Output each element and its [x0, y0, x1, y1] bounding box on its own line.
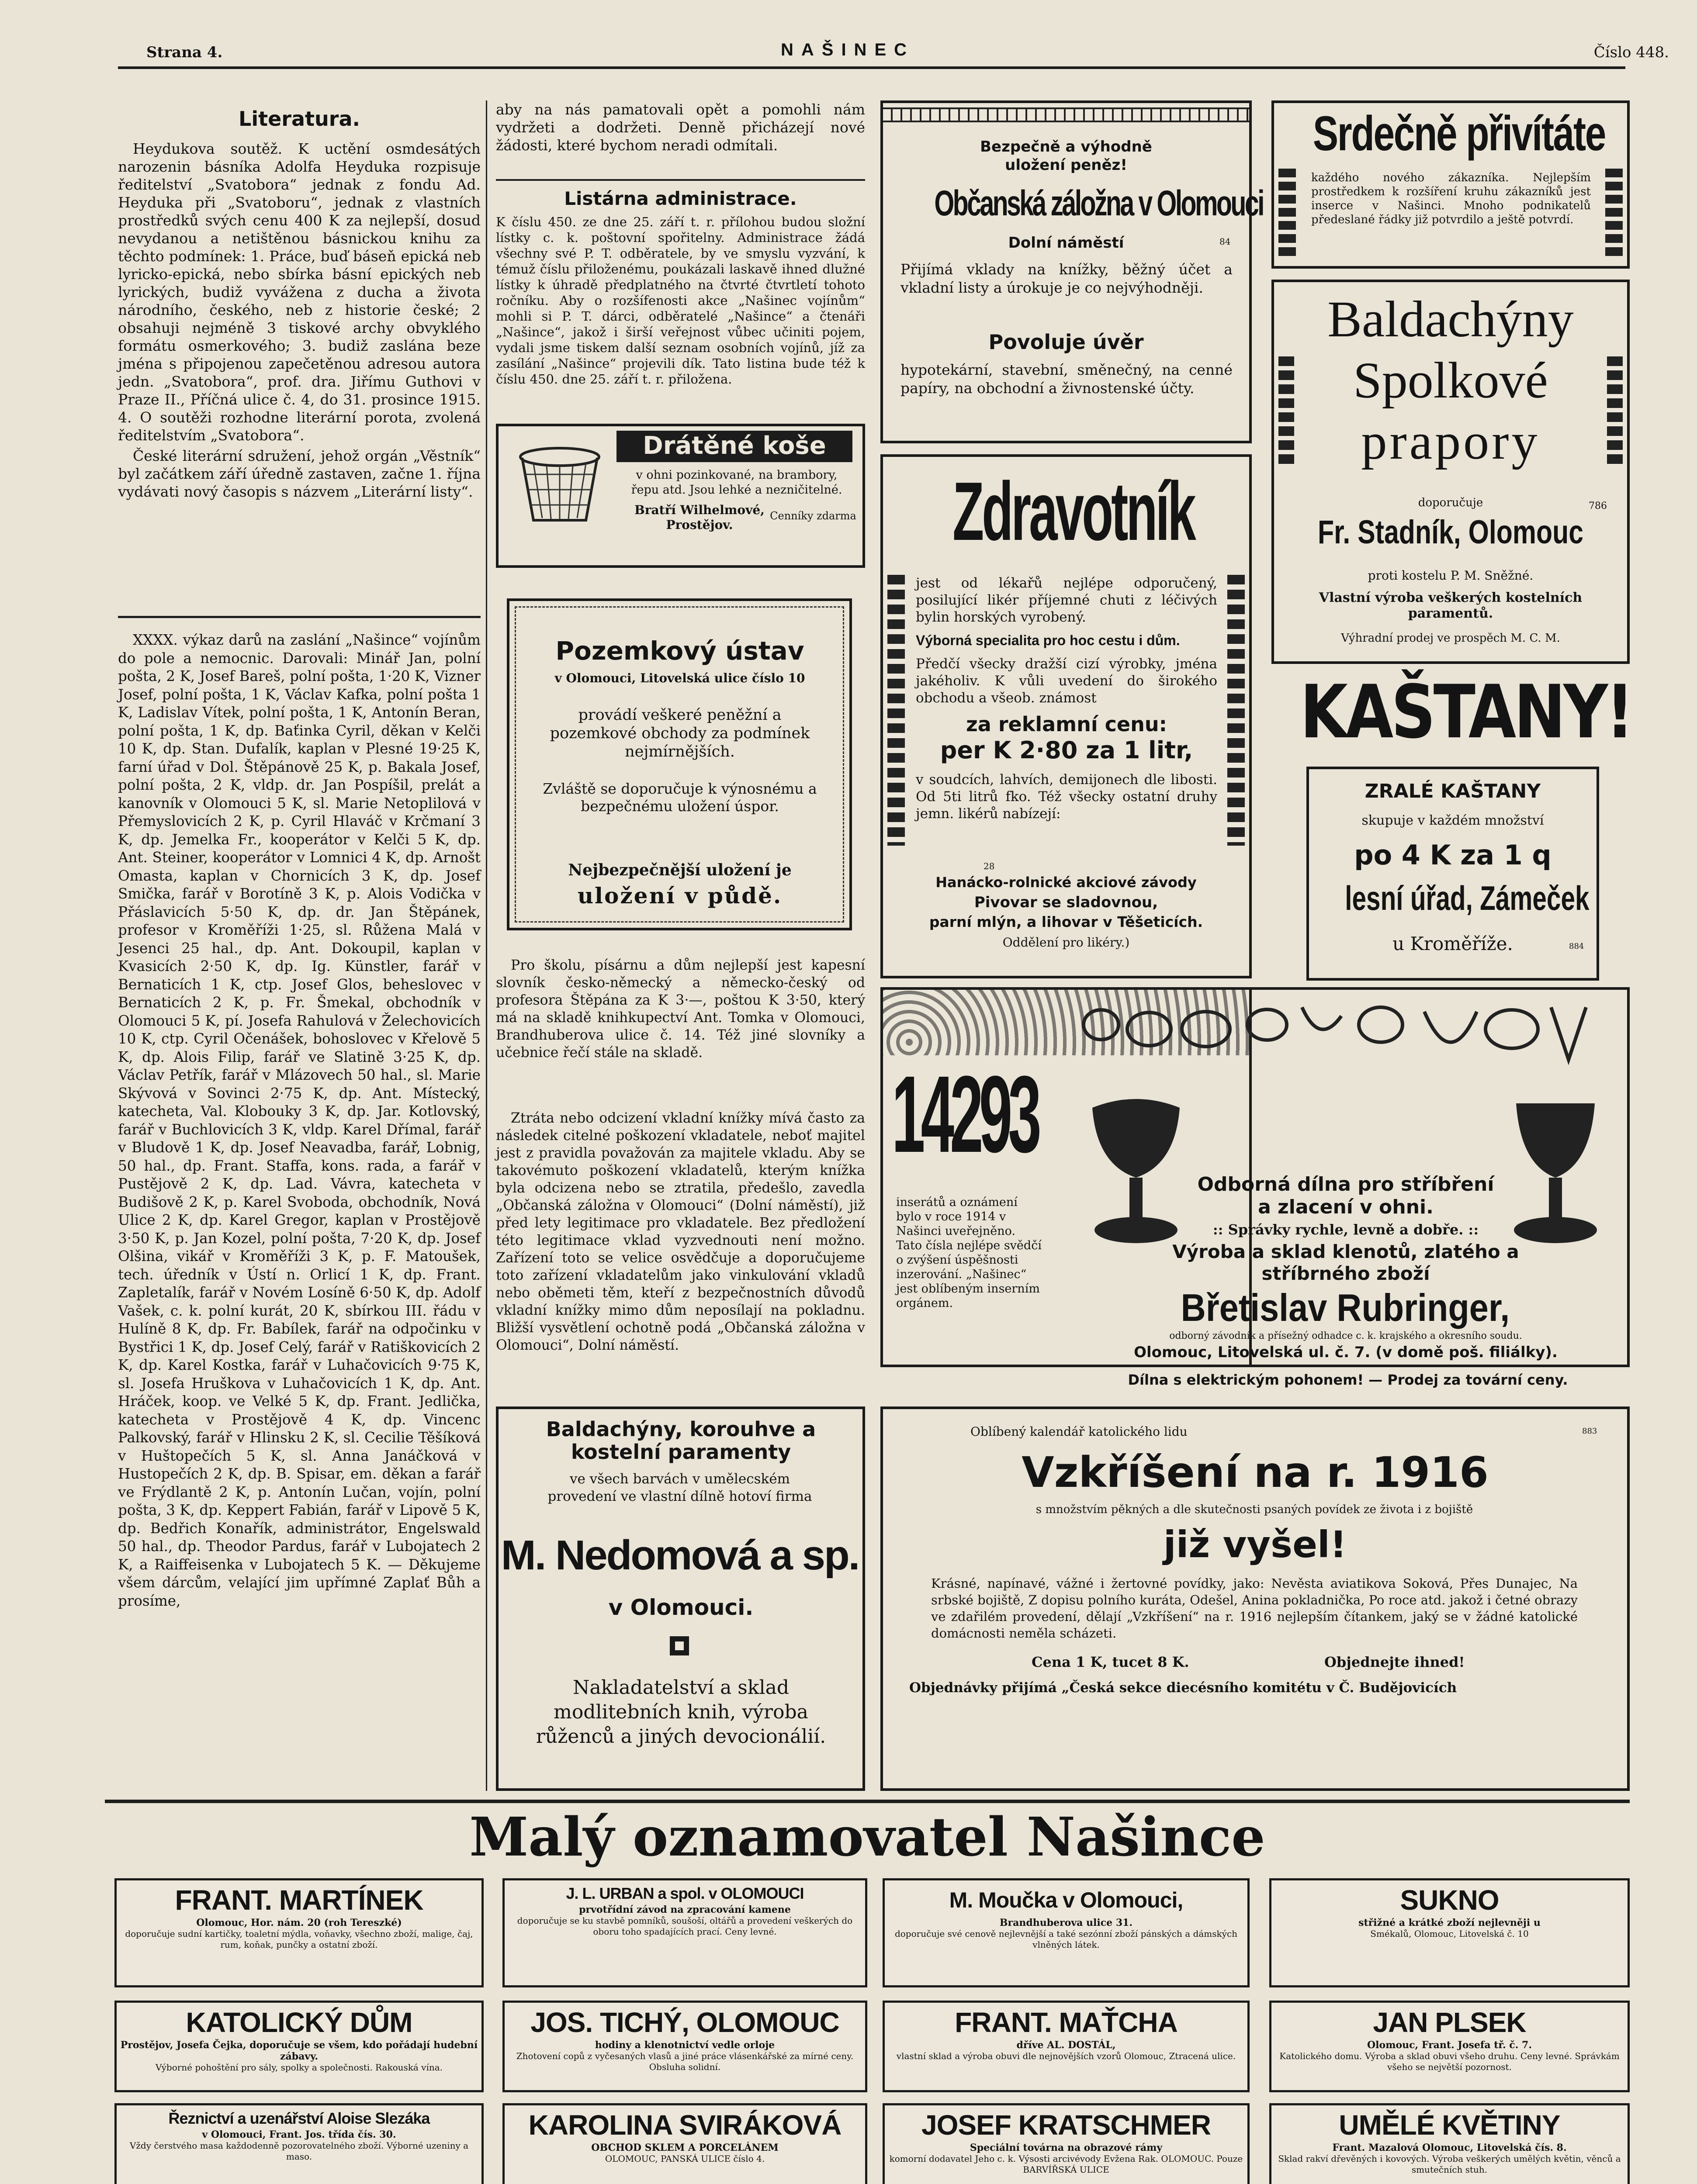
chalice-icon — [1499, 1090, 1612, 1256]
kastany-price: po 4 K za 1 q — [1354, 839, 1552, 871]
stadnik-foot-1: Vlastní výroba veškerých kostelních paramentů. — [1319, 590, 1583, 621]
dary-body: XXXX. výkaz darů na zaslání „Našince“ vojínům do pole a nemocnic. Darovali: Minář Jan, polní pošta, 2 K, Josef Bareš, polní pošta, 1·20 K, Vizner Josef, polní pošta, 1 K, Václav Kafka, polní pošta 1 K, Ladislav Vítek, polní pošta, 1 K, Antonín Beran, polní pošta, 1 K, dp. Baťinka Cyril, děkan v Kelči 10 K, dp. Stan. Dufalík, kaplan v Plesné 19·25 K, farní úřad v Dol. Štěpánově 25 K, p. Bakala Josef, polní pošta, 2 K, vldp. dr. Jan Pospíšil, prelát a kanovník v Olomouci 5 K, sl. Marie Netoplilová v Přemyslovicích 2 K, p. Cyril Hlaváč v Krčmaní 3 K, dp. Jemelka Fr., kooperátor v Kelči 5 K, dp. Ant. Steiner, kooperátor v Lomnici 4 K, dp. Arnošt Omasta, kaplan v Chornicích 3 K, dp. Josef Smička, farář v Borotíně 3 K, p. Alois Vodička v Přáslavicích 5·50 K, dp. dr. Jan Štěpánek, profesor v Kroměříži 1·25, sl. Růžena Malá v Jesenci 25 hal., dp. Ant. Dokoupil, kaplan v Kvasicích 2·50 K, dp. Ig. Künstler, farář v Bernaticích 1 K, ctp. Josef Glos, beheslovec v Bernaticích 2 K, p. Fr. Šmekal, obchodník v Olomouci 5 K, pí. Josefa Rahulová v Želechovicích 10 K, ctp. Cyril Očenášek, bohoslovec v Křelově 5 K, dp. Alois Filip, farář ve Slatině 3·25 K, dp. Václav Petřík, farář v Mlázovech 50 hal., sl. Marie Skývová v Sovinci 2·75 K, dp. Ant. Místecký, katecheta, Val. Klobouky 3 K, dp. Jar. Kotlovský, farář v Buchlovicích 3 K, vldp. Karel Dřímal, farář v Bludově 1 K, dp. Josef Neavadba, farář, Lobnig, 50 hal., dp. Frant. Staffa, kons. rada, a farář v Pustějově 2 K, dp. Lad. Vávra, katecheta v Budišově 2 K, p. Karel Svoboda, obchodník, Nová Ulice 2 K, dp. Karel Gregor, kaplan v Prostějově 3·50 K, p. Jan Kozel, polní pošta, 7·20 K, dp. Josef Olšina, vikář v Kroměříži 3 K, p. F. Matoušek, tech. úředník v Ústí n. Orlicí 1 K, dp. Frant. Zapletalík, farář v Novém Losíně 6·50 K, dp. Adolf Vašek, c. k. polní kurát, 20 K, sbírkou III. řádu v Hulíně 8 K, dp. Fr. Babílek, farář na odpočinku v Bystřici 1 K, dp. Josef Celý, farář v Ratiškovicích 2 K, dp. Karel Kostka, farář v Luhačovicích 9·75 K, sl. Josefa Hruškova v Luhačovicích 1 K, dp. Ant. Hráček, koop. ve Velké 5 K, dp. Frant. Jedlička, katecheta v Prostějově 4 K, dp. Vincenc Palkovský, farář v Hlinsku 2 K, sl. Cecilie Těšíková v Huštopečích 5 K, sl. Anna Janáčková v Hustopečích 2 K, dp. B. Spisar, em. děkan a farář ve Frýdlantě 2 K, p. Antonín Lučan, vojín, polní pošta, 3 K, dp. Keppert Fabián, farář v Lipově 5 K, dp. Bedřich Konařík, administrátor, Engelswald 50 hal., dp. Theodor Pardus, farář v Lubojatech 2 K, a Raiffeisenka v Lubojatech 5 K. — Děkujeme všem dárcům, velající jim upřímné Zaplať Bůh a prosíme, — [118, 632, 481, 1609]
vzkriseni-ad — [880, 1406, 1630, 1791]
maly-ad-title: JOS. TICHÝ, OLOMOUC — [530, 2007, 839, 2038]
maly-ad-subtitle: hodiny a klenotnictví vedle orloje — [595, 2039, 775, 2051]
maly-ad-body: doporučuje své cenově nejlevnější a také sezónní zboží pánských a dámských vlněných látek. — [894, 1928, 1238, 1950]
jewelry-ornament-icon — [1075, 999, 1617, 1077]
zdravotnik-body-2: Předčí všecky dražší cizí výrobky, jména jakéholiv. K vůli uvedení do širokého obchodu a všeob. známost — [916, 656, 1217, 706]
skola-article — [496, 957, 865, 1064]
maly-ad — [1269, 2103, 1630, 2184]
column-divider — [486, 100, 487, 1791]
zdravotnik-ad — [880, 454, 1252, 978]
vzkriseni-body: Krásné, napínavé, vážné i žertovné povídky, jako: Nevěsta aviatikova Soková, Přes Dunajec, Na srbské bojiště, Z dopisu polního kuráta, Odešel, Anina pokladnička, Po roce atd. jakož i četné obrazy ve zdařilém provedení, dělají „Vzkříšení“ na r. 1916 nejlepším čítankem, jaký se v žádné katolické domácnosti neměla scházeti. — [931, 1576, 1578, 1641]
stadnik-foot-2: Výhradní prodej ve prospěch M. C. M. — [1341, 632, 1560, 645]
listarna-body: K číslu 450. ze dne 25. září t. r. přílohou budou složní lístky c. k. poštovní spořitelny. Administrace žádá všechny své P. T. odběratele, by ve smyslu vyzvání, k témuž číslu přiloženému, poukázali laskavě ihned dlužné lístky k úhradě předplatného na čtvrté čtvrtletí tohoto ročníku. Aby o rozšífenosti akce „Našinec vojínům“ mohli si P. T. dárci, odběratelé „Našince“ a čtenáři „Našince“, jakož i širší veřejnost vůbec učiniti pojem, vydali jsme tiskem další seznam osobních vojínů, jíž za zasílání „Našince“ projevili dík. Tato listina bude též k číslu 450. dne 25. září t. r. přiložena. — [496, 214, 865, 387]
maly-ad-title: J. L. URBAN a spol. v OLOMOUCI — [566, 1884, 804, 1902]
zdravotnik-firm-4: Oddělení pro likéry.) — [1002, 935, 1130, 950]
vzkriseni-objednejte: Objednejte ihned! — [1324, 1654, 1465, 1670]
srdecne-ad — [1271, 100, 1630, 269]
nedomova-firm: M. Nedomová a sp. — [501, 1532, 859, 1579]
rubringer-line-2: :: Správky rychle, levně a dobře. :: — [1212, 1221, 1479, 1238]
stadnik-line-2: Spolkové — [1353, 352, 1548, 409]
pozemkovy-address: v Olomouci, Litovelská ulice číslo 10 — [554, 671, 805, 685]
maly-ad-title: JOSEF KRATSCHMER — [921, 2109, 1211, 2141]
maly-ad-title: FRANT. MARTÍNEK — [175, 1884, 423, 1916]
pozemkovy-foot-1: Nejbezpečnější uložení je — [568, 861, 792, 879]
nedomova-body: ve všech barvách v umělecském provedení ve vlastní dílně hotoví firma — [547, 1471, 812, 1504]
rubringer-foot: Dílna s elektrickým pohonem! — Prodej za tovární ceny. — [1128, 1372, 1568, 1388]
kastany-firm: lesní úřad, Zámeček — [1345, 879, 1590, 917]
maly-ad-body: doporučuje se ku stavbě pomníků, soušoší, oltářů a provedení veškerých do oboru toho spadajících prací. Ceny levné. — [517, 1915, 853, 1937]
kose-firm: Bratří Wilhelmové, Prostějov. — [634, 503, 765, 532]
maly-ad-subtitle: Prostějov, Josefa Čejka, doporučuje se všem, kdo pořádají hudební zábavy. — [120, 2039, 478, 2062]
zdravotnik-body: jest od lékařů nejlépe odporučený, posilující likér příjemné chuti z léčivých bylin horských vyrobený. — [916, 575, 1217, 625]
maly-ad-subtitle: Olomouc, Frant. Josefa tř. č. 7. — [1367, 2039, 1532, 2051]
maly-ad-subtitle: Olomouc, Hor. nám. 20 (roh Tereszké) — [196, 1917, 402, 1928]
dary-continuation: aby na nás pamatovali opět a pomohli nám vydržeti a dodržeti. Denně přicházejí nové žádosti, které bychom neradi odmítali. — [496, 101, 865, 154]
vzkriseni-title: Vzkříšení na r. 1916 — [1022, 1448, 1489, 1497]
zalozna-body-2: hypotekární, stavební, směnečný, na cenné papíry, na obchodní a živnostenské účty. — [900, 361, 1233, 397]
zdravotnik-firm-3: parní mlýn, a lihovar v Těšeticích. — [929, 913, 1203, 930]
zdravotnik-left-ornament — [887, 575, 905, 846]
maly-ad-body: Sklad rakví dřevěných i kovových. Výroba veškerých umělých květin, věnců a smutečních stuh. — [1278, 2153, 1621, 2175]
basket-icon — [516, 439, 603, 527]
maly-rule — [105, 1800, 1630, 1803]
maly-ad-title: UMĚLÉ KVĚTINY — [1339, 2109, 1560, 2141]
maly-ad-subtitle: OBCHOD SKLEM A PORCELÁNEM — [591, 2142, 779, 2153]
maly-ad-body: Katolického domu. Výroba a sklad obuvi všeho druhu. Ceny levné. Správkám všeho se největší pozornost. — [1279, 2051, 1620, 2072]
skola-body: Pro školu, písárnu a dům nejlepší jest kapesní slovník česko-německý a německo-český od profesora Štěpána za K 3·—, poštou K 3·50, který má na skladě knihkupectví Ant. Tomka v Olomouci, Brandhuberova ulice č. 14. Též jiné slovníky a učebnice řečí stále na skladě. — [496, 957, 865, 1061]
vzkriseni-cena: Cena 1 K, tucet 8 K. — [1032, 1654, 1189, 1670]
kastany-sub: ZRALÉ KAŠTANY — [1365, 780, 1541, 802]
maly-ad-title: JAN PLSEK — [1373, 2007, 1526, 2038]
zdravotnik-number: 28 — [984, 861, 995, 871]
maly-ad — [114, 2103, 484, 2184]
stadnik-left-ornament — [1278, 356, 1294, 466]
maly-ad-title: KAROLINA SVIRÁKOVÁ — [528, 2109, 842, 2141]
mid-rule — [496, 179, 865, 181]
maly-ad — [502, 2103, 867, 2184]
maly-ad-subtitle: Brandhuberova ulice 31. — [999, 1917, 1133, 1928]
dary-article — [118, 631, 481, 1613]
zalozna-top-1: Bezpečně a výhodně — [980, 138, 1152, 156]
stadnik-line-3: prapory — [1361, 413, 1540, 470]
zalozna-title: Občanská záložna v Olomouci — [934, 183, 1263, 223]
maly-ad — [114, 2001, 484, 2092]
pozemkovy-title: Pozemkový ústav — [555, 636, 804, 666]
page-number: Strana 4. — [146, 44, 223, 61]
maly-ad-title: FRANT. MAŤCHA — [955, 2007, 1178, 2038]
stadnik-address: proti kostelu P. M. Sněžné. — [1368, 568, 1534, 583]
literatura-article — [118, 140, 481, 503]
left-rule — [118, 616, 481, 618]
maly-ad-body: OLOMOUC, PANSKÁ ULICE číslo 4. — [605, 2153, 765, 2164]
maly-ad-title: Řeznictví a uzenářství Aloise Slezáka — [168, 2109, 430, 2127]
maly-title: Malý oznamovatel Našince — [469, 1805, 1265, 1868]
maly-ad-body: Smékalů, Olomouc, Litovelská č. 10 — [1370, 1928, 1529, 1939]
zdravotnik-right-ornament — [1227, 575, 1245, 846]
zalozna-ornament — [883, 107, 1249, 122]
zdravotnik-specialita: Výborná specialita pro hoc cestu i dům. — [916, 632, 1180, 648]
maly-ad-subtitle: v Olomouci, Frant. Jos. třída čís. 30. — [202, 2129, 396, 2140]
vzkriseni-vysel: již vyšel! — [1163, 1523, 1347, 1566]
rubringer-address: Olomouc, Litovelská ul. č. 7. (v domě poš. filiálky). — [1134, 1344, 1558, 1361]
stadnik-doporucuje: doporučuje — [1418, 496, 1483, 509]
srdecne-right-ornament — [1605, 169, 1623, 256]
maly-ad-body: Výborné pohoštění pro sály, spolky a společnosti. Rakouská vína. — [155, 2062, 443, 2073]
kose-ad — [496, 424, 865, 568]
zdravotnik-firm-2: Pivovar se sladovnou, — [974, 894, 1158, 911]
kastany-ad — [1306, 767, 1599, 981]
kastany-title: KAŠTANY! — [1300, 669, 1632, 755]
maly-ad — [502, 1878, 867, 1987]
maly-ad — [883, 1878, 1250, 1987]
zalozna-top-2: uložení peněz! — [1005, 156, 1127, 174]
rubringer-firm: Břetislav Rubringer, — [1181, 1286, 1510, 1329]
maly-ad-subtitle: Speciální továrna na obrazové rámy — [970, 2142, 1163, 2153]
zdravotnik-body-3: v soudcích, lahvích, demijonech dle libosti. Od 5ti litrů fko. Též všecky ostatní druhy jemn. likérů nabízejí: — [916, 772, 1217, 822]
maly-ad-subtitle: střižné a krátké zboží nejlevněji u — [1358, 1917, 1541, 1928]
maly-ad — [502, 2001, 867, 2092]
stadnik-firm: Fr. Stadník, Olomouc — [1317, 514, 1584, 551]
nedomova-ad — [496, 1406, 865, 1791]
zdravotnik-price-2: per K 2·80 za 1 litr, — [940, 736, 1193, 764]
nedomova-bullet-icon — [670, 1636, 689, 1655]
literatura-body-2: České literární sdružení, jehož orgán „Věstník“ byl začátkem září úředně zastaven, začne 1. října vydávati nový časopis s názvem „Literární listy“. — [118, 447, 481, 500]
stadnik-ad — [1271, 280, 1630, 664]
maly-ad-title: M. Moučka v Olomouci, — [949, 1888, 1183, 1912]
pozemkovy-ad — [507, 598, 852, 930]
maly-ad-title: KATOLICKÝ DŮM — [186, 2007, 412, 2038]
zalozna-uver: Povoluje úvěr — [988, 330, 1144, 354]
maly-ad — [1269, 1878, 1630, 1987]
vzkriseni-top: Oblíbený kalendář katolického lidu — [970, 1424, 1188, 1439]
pozemkovy-body-2: Zvláště se doporučuje k výnosnému a bezpečnému uložení úspor. — [543, 780, 817, 815]
zalozna-body: Přijímá vklady na knížky, běžný účet a vkladní listy a úrokuje je co nejvýhodněji. — [900, 261, 1233, 296]
kose-body: v ohni pozinkované, na brambory, řepu atd. Jsou lehké a nezničitelné. — [631, 468, 842, 497]
zdravotnik-title: Zdravotník — [952, 465, 1194, 558]
rubringer-line-3: Výroba a sklad klenotů, zlatého a stříbrného zboží — [1172, 1241, 1519, 1284]
stadnik-line-1: Baldachýny — [1327, 290, 1574, 348]
rubringer-line-1: Odborná dílna pro stříbření a zlacení v ohni. — [1197, 1173, 1494, 1218]
zdravotnik-firm-1: Hanácko-rolnické akciové závody — [935, 874, 1197, 891]
zalozna-ad — [880, 100, 1263, 443]
maly-ad-body: komorní dodavatel Jeho c. k. Výsosti arcivévody Evžena Rak. OLOMOUC. Pouze BARVÍŘSKÁ ULICE — [889, 2153, 1243, 2175]
kose-cennik: Cenníky zdarma — [770, 510, 856, 522]
vzkriseni-line-2: s množstvím pěkných a dle skutečnosti psaných povídek ze života i z bojiště — [1036, 1503, 1473, 1516]
maly-ad-body: Zhotovení copů z vyčesaných vlasů a jiné práce vlásenkářské za mírné ceny. Obsluha solidní. — [516, 2051, 854, 2072]
maly-ad-subtitle: prvotřídní závod na zpracování kamene — [579, 1904, 791, 1915]
nedomova-city: v Olomouci. — [608, 1595, 754, 1620]
rubringer-line-4: odborný závodník a přísežný odhadce c. k. krajského a okresního soudu. — [1169, 1330, 1522, 1341]
maly-ad-body: Vždy čerstvého masa každodenně pozorovatelného zboží. Výborné uzeniny a maso. — [129, 2140, 469, 2162]
zalozna-number: 84 — [1219, 236, 1231, 247]
srdecne-body: každého nového zákazníka. Nejlepším prostředkem k rozšíření kruhu zákazníků jest inserce v Našinci. Mnoho podnikatelů předeslané řádky již potvrdilo a ještě potvrdí. — [1311, 171, 1591, 226]
maly-ad-title: SUKNO — [1400, 1884, 1499, 1916]
literatura-body: Heydukova soutěž. K uctění osmdesátých narozenin básníka Adolfa Heyduka rozpisuje ředitelství „Svatobora“ jednak z fondu Ad. Heyduka při „Svatoboru“, jednak z vlastních prostředků svých cenu 400 K za nejlepší, dosud nevydanou a netištěnou básnickou knihu za těchto podmínek: 1. Práce, buď báseň epická neb lyricko-epická, nebo sbírka básní epických neb lyrických, budiž vyvážena z ducha a života národního, českého, neb z historie české; 2 obsahuji nejméně 3 tiskové archy obvyklého formátu osmerkového; 3. budiž zaslána beze jména s připojenou zapečetěnou adresou autora jedn. „Svatobora“, prof. dra. Jiřímu Guthovi v Praze II., Příčná ulice č. 4, do 31. prosince 1915. 4. O soutěži rozhodne literární porota, zvolená ředitelstvím „Svatobora“. — [118, 140, 481, 444]
literatura-title: Literatura. — [239, 107, 360, 131]
maly-ad — [883, 2001, 1250, 2092]
pozemkovy-foot-2: uložení v půdě. — [577, 883, 783, 909]
trophy-icon — [1079, 1090, 1193, 1256]
vzkriseni-number: 883 — [1582, 1427, 1597, 1436]
masthead: NAŠINEC — [780, 40, 915, 59]
kastany-city: u Kroměříže. — [1392, 933, 1513, 954]
zalozna-sub: Dolní náměstí — [1008, 234, 1124, 252]
kastany-body: skupuje v každém množství — [1361, 813, 1544, 828]
inserce-number: 14293 — [892, 1053, 1037, 1175]
issue-number: Číslo 448. — [1593, 44, 1669, 61]
kose-title: Drátěné koše — [616, 431, 852, 462]
kastany-number: 884 — [1569, 942, 1584, 951]
inserce-body: inserátů a oznámení bylo v roce 1914 v Našinci uveřejněno. Tato čísla nejlépe svědčí o zvýšení úspěšnosti inzerování. „Našinec“ jest oblíbeným inserním orgánem. — [896, 1196, 1042, 1310]
maly-ad — [883, 2103, 1250, 2184]
maly-ad — [1269, 2001, 1630, 2092]
stadnik-right-ornament — [1607, 356, 1623, 466]
nedomova-foot: Nakladatelství a sklad modlitebních knih, výroba růženců a jiných devocionálií. — [536, 1676, 826, 1748]
vzkriseni-foot: Objednávky přijímá „Česká sekce diecésního komitétu v Č. Budějovicích — [909, 1680, 1457, 1696]
zdravotnik-price-1: za reklamní cenu: — [966, 712, 1167, 736]
maly-ad-subtitle: Frant. Mazalová Olomouc, Litovelská čís. 8. — [1332, 2142, 1567, 2153]
maly-ad-body: doporučuje sudní kartičky, toaletní mýdla, voňavky, všechno zboží, malige, čaj, rum, koňak, punčky a ostatní zboží. — [125, 1928, 473, 1950]
pozemkovy-body: provádí veškeré peněžní a pozemkové obchody za podmínek nejmírnějších. — [550, 706, 810, 760]
header-rule — [118, 66, 1625, 69]
rubringer-ad — [1066, 987, 1630, 1367]
ztrata-article — [496, 1109, 865, 1357]
maly-ad-subtitle: dříve AL. DOSTÁL, — [1016, 2039, 1116, 2051]
nedomova-title: Baldachýny, korouhve a kostelní paramenty — [546, 1417, 816, 1464]
maly-ad — [114, 1878, 484, 1987]
srdecne-left-ornament — [1278, 169, 1296, 256]
maly-ad-body: vlastní sklad a výroba obuvi dle nejnovějších vzorů Olomouc, Ztracená ulice. — [896, 2051, 1236, 2061]
listarna-title: Listárna administrace. — [564, 188, 797, 209]
stadnik-number: 786 — [1589, 501, 1607, 511]
srdecne-title: Srdečně přivítáte — [1313, 106, 1605, 161]
ztrata-body: Ztráta nebo odcizení vkladní knížky mívá často za následek citelné poškození vkladatele, neboť majitel jest z pravidla považován za majitele vkladu. Aby se takovémuto poškození vkladatelů, kterým knížka byla odcizena nebo se ztratila, předešlo, zavedla „Občanská záložna v Olomouci“ (Dolní náměstí), již před lety legitimace pro vkladatele. Bez předložení této legitimace vklad vyzvednouti není možno. Zařízení toto se velice osvědčuje a doporučujeme toto zařízení vkladatelům jako vinkulování vkladů nebo oběmeti těm, kteří z bezpečnostních důvodů vkladní knížky mimo dům neposílají na pokladnu. Bližší vysvětlení ochotně podá „Občanská záložna v Olomouci“, Dolní náměstí. — [496, 1110, 865, 1353]
